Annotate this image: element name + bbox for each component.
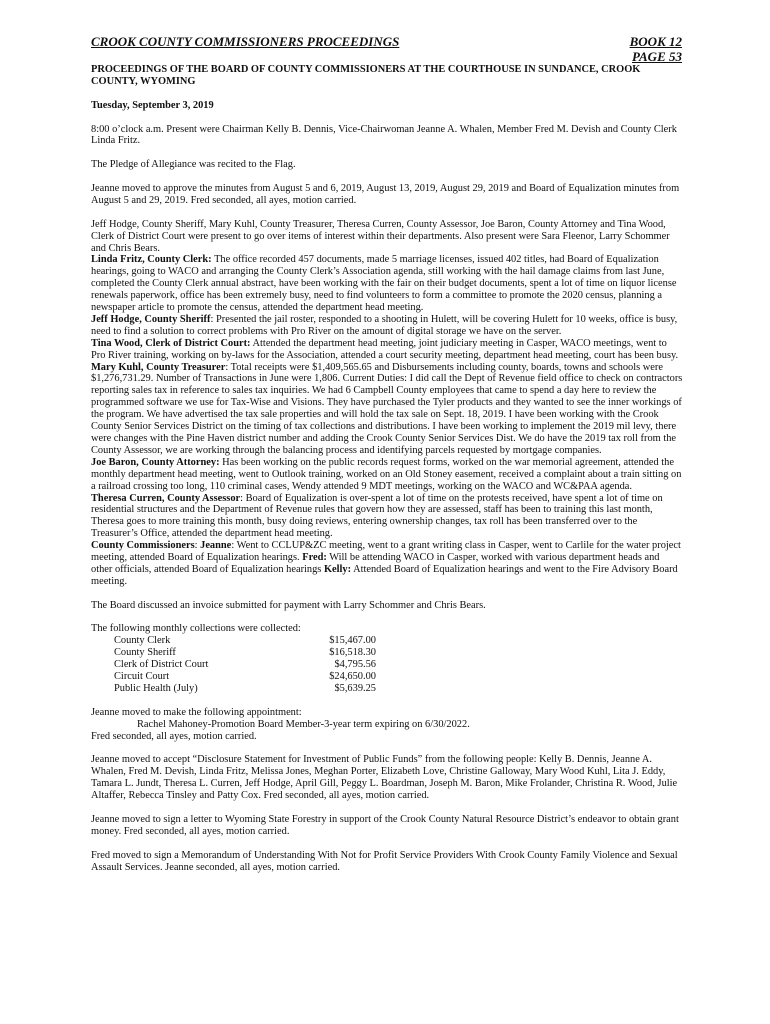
present-others: Jeff Hodge, County Sheriff, Mary Kuhl, County Treasurer, Theresa Curren, County Assessor, Joe Baron, County Attorney and Tina Wood, Clerk of District Court were present to go over items of interest within their departments. Also present were Sara Fleenor, Larry Schommer and Chris Bears.	[91, 218, 670, 254]
header-title: CROOK COUNTY COMMISSIONERS PROCEEDINGS	[91, 34, 400, 49]
minutes-motion: Jeanne moved to approve the minutes from August 5 and 6, 2019, August 13, 2019, August 29, 2019 and Board of Equalization minutes from August 5 and 29, 2019. Fred seconded, all ayes, motion carried.	[91, 183, 680, 206]
report-treasurer	[91, 362, 683, 457]
document-page	[91, 34, 683, 885]
appointment-detail: Rachel Mahoney-Promotion Board Member-3-year term expiring on 6/30/2022.	[137, 718, 470, 730]
report-label: Linda Fritz, County Clerk:	[91, 254, 212, 266]
collection-amount: $15,467.00	[329, 635, 376, 647]
disclosure-motion: Jeanne moved to accept “Disclosure Statement for Investment of Public Funds” from the following people: Kelly B. Dennis, Jeanne A. Whalen, Fred M. Devish, Linda Fritz, Melissa Jones, Meghan Porter, Elizabeth Love, Christine Galloway, Mary Wood Kuhl, Lita J. Eddy, Tamara L. Jundt, Theresa L. Curren, Jeff Hodge, April Gill, Peggy L. Boardman, Joseph M. Baron, Mike Frolander, Christina R. Wood, Julie Altaffer, Rebecca Tinsley and Patty Cox. Fred seconded, all ayes, motion carried.	[91, 754, 678, 802]
collection-name: County Clerk	[114, 635, 171, 647]
report-commissioners: County Commissioners: Jeanne: Went to CCLUP&ZC meeting, went to a grant writing class in Casper, went to Carlile for the water project meeting, attended Board of Equalization hearings. Fred: Will be attending WACO in Casper, worked with various department heads and other officials, attended Board of Equalization hearings Kelly: Attended Board of Equalization hearings and went to the Fire Advisory Board meeting.	[91, 540, 681, 587]
commissioner-fred-label: Fred:	[302, 552, 327, 564]
book-page-label	[630, 34, 682, 64]
collection-row	[91, 635, 683, 647]
report-label: Jeff Hodge, County Sheriff	[91, 313, 211, 325]
appointment-intro: Jeanne moved to make the following appointment:	[91, 706, 302, 718]
commissioner-kelly-text: Attended Board of Equalization hearings and went to the Fire Advisory Board meeting.	[91, 563, 678, 587]
report-text: Attended the department head meeting, joint judiciary meeting in Casper, WACO meetings, went to Pro River training, working on by-laws for the Association, attended a court security meeting, department head meeting, court has been busy.	[91, 337, 679, 361]
collection-name: Public Health (July)	[114, 683, 198, 695]
collection-amount: $5,639.25	[334, 683, 376, 695]
collection-row	[91, 659, 683, 671]
page-header	[91, 34, 683, 64]
report-text: : Total receipts were $1,409,565.65 and Disbursements including county, boards, towns and schools were $1,276,731.29. Number of Transactions in June were 1,806. Current Duties: I did call the Dept of Revenue field office to check on contractors reporting sales tax in reference to sales tax inquiries. We had 6 Campbell County employees that came to spend a day here to review the programmed software we use for Tax-Wise and Visions. They have purchased the Tyler products and they wanted to see the inner workings of the program. We have advertised the tax sale properties and will hold the tax sale on Sept. 18, 2019. I have been working with the Crook County Senior Services District on the timing of tax collections and distributions. I have been working to implement the 2019 mil levy, there were changes with the Pine Haven district number and adding the Crook County Senior Services Dist. We do have the 2019 tax roll from the County Assessor, we are working through the balancing process and identifying parcels requested by mortgage companies.	[91, 361, 683, 456]
collection-name: Clerk of District Court	[114, 659, 209, 671]
report-attorney	[91, 457, 683, 493]
book-number: BOOK 12	[629, 34, 682, 49]
invoice-paragraph: The Board discussed an invoice submitted for payment with Larry Schommer and Chris Bears.	[91, 599, 486, 611]
report-district-court	[91, 338, 683, 362]
report-text: Has been working on the public records request forms, worked on the war memorial agreement, attended the monthly department head meeting, went to Outlook training, worked on an Old Stoney easement, received a complaint about a train sitting on a railroad crossing too long, 110 criminal cases, Wendy attended 9 MDT meetings, working on the WACO and WC&PAA agenda.	[91, 456, 682, 492]
proceedings-heading: PROCEEDINGS OF THE BOARD OF COUNTY COMMISSIONERS AT THE COURTHOUSE IN SUNDANCE, CROOK COUNTY, WYOMING	[91, 64, 641, 87]
collection-row	[91, 647, 683, 659]
report-text: : Board of Equalization is over-spent a lot of time on the protests received, have spent a lot of time on residential structures and the Department of Revenue rules that govern how they are assessed, staff has been to training this last month, Theresa goes to more training this month, busy doing reviews, entering ownership changes, tax roll has been transferred over to the Treasurer’s Office, attended the department head meeting.	[91, 492, 663, 540]
forestry-motion: Jeanne moved to sign a letter to Wyoming State Forestry in support of the Crook County Natural Resource District’s endeavor to obtain grant money. Fred seconded, all ayes, motion carried.	[91, 813, 679, 837]
pledge-paragraph: The Pledge of Allegiance was recited to the Flag.	[91, 159, 296, 171]
mou-motion: Fred moved to sign a Memorandum of Understanding With Not for Profit Service Providers With Crook County Family Violence and Sexual Assault Services. Jeanne seconded, all ayes, motion carried.	[91, 849, 678, 873]
report-label: Theresa Curren, County Assessor	[91, 492, 241, 504]
commissioner-jeanne-text: : Went to CCLUP&ZC meeting, went to a grant writing class in Casper, went to Carlile for the water project meeting, attended Board of Equalization hearings.	[91, 540, 681, 564]
collection-name: County Sheriff	[114, 647, 176, 659]
report-sheriff	[91, 314, 683, 338]
report-assessor	[91, 493, 683, 541]
appointment-result: Fred seconded, all ayes, motion carried.	[91, 730, 257, 742]
commissioner-fred-text: Will be attending WACO in Casper, worked with various department heads and other officials, attended Board of Equalization hearings	[91, 552, 660, 575]
collection-name: Circuit Court	[114, 671, 170, 683]
meeting-date: Tuesday, September 3, 2019	[91, 99, 214, 111]
collection-amount: $16,518.30	[329, 647, 376, 659]
monthly-collections	[91, 623, 683, 694]
collection-row	[91, 671, 683, 683]
collection-amount: $24,650.00	[329, 671, 376, 683]
report-label: County Commissioners	[91, 540, 195, 552]
opening-paragraph: 8:00 o’clock a.m. Present were Chairman Kelly B. Dennis, Vice-Chairwoman Jeanne A. Whalen, Member Fred M. Devish and County Clerk Linda Fritz.	[91, 123, 677, 147]
report-text: : Presented the jail roster, responded to a shooting in Hulett, will be covering Hulett for 10 weeks, office is busy, need to find a solution to correct problems with Pro River on the amount of digital storage we have on the server.	[91, 313, 678, 337]
collections-intro: The following monthly collections were collected:	[91, 623, 301, 635]
commissioner-kelly-label: Kelly:	[323, 563, 352, 575]
page-number: PAGE 53	[632, 49, 682, 64]
report-text: The office recorded 457 documents, made 5 marriage licenses, issued 402 titles, had Board of Equalization hearings, going to WACO and arranging the County Clerk’s Association agenda, still working with the hail damage claims from last June, completed the County Clerk annual abstract, have been working with the fair on their budget documents, spent a lot of time on liquor license renewals paperwork, office has been extremely busy, need to find volunteers to form a committee to promote the 2020 census, planning a newspaper article to promote the census, attended the department head meeting.	[91, 254, 677, 314]
commissioner-jeanne-label: Jeanne	[200, 540, 232, 552]
report-label: Joe Baron, County Attorney:	[91, 456, 220, 468]
collection-row	[91, 683, 683, 695]
appointment-motion	[91, 707, 683, 743]
report-clerk	[91, 254, 683, 314]
department-reports	[91, 219, 683, 588]
report-label: Tina Wood, Clerk of District Court:	[91, 337, 251, 349]
collection-amount: $4,795.56	[334, 659, 376, 671]
report-label: Mary Kuhl, County Treasurer	[91, 361, 226, 373]
